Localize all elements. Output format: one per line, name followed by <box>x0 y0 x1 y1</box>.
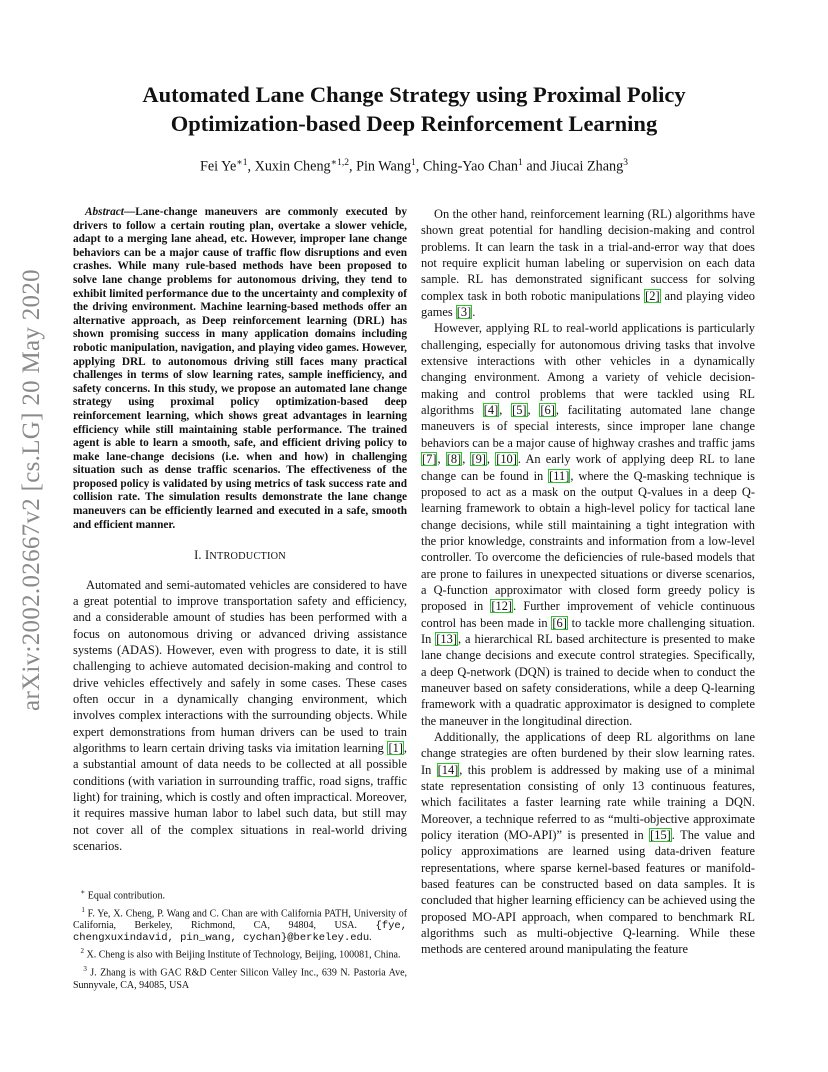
author-name: Fei Ye <box>199 158 237 175</box>
author-affiliation: 1 <box>411 158 416 168</box>
abstract-text: —Lane-change maneuvers are commonly executed by drivers to follow a certain routing plan, overtake a slower vehicle, adapt to a merging lane ahead, etc. However, improper lane change behaviors can be a major cause of traffic flow disruptions and even crashes. While many rule-based methods have been proposed to solve lane change problems for autonomous driving, they tend to exhibit limited performance due to the uncertainty and complexity of the driving environment. Machine learning-based methods offer an alternative approach, as Deep reinforcement learning (DRL) has shown promising success in many application domains including robotic manipulation, navigation, and playing video games. However, applying DRL to autonomous driving still faces many practical challenges in terms of slow learning rates, sample inefficiency, and safety concerns. In this study, we propose an automated lane change strategy using proximal policy optimization-based deep reinforcement learning, which shows great advantages in learning efficiency while still maintaining stable performance. The trained agent is able to learn a smooth, safe, and efficient driving policy to make lane-change decisions (i.e. when and how) in challenging situation such as dense traffic scenarios. The effectiveness of the proposed policy is validated by using metrics of task success rate and collision rate. The simulation results demonstrate the lane change maneuvers can be efficiently learned and executed in a safe, smooth and efficient manner. <box>73 206 407 531</box>
author-name: Xuxin Cheng <box>254 158 331 175</box>
author-separator: , <box>247 158 255 175</box>
paragraph-text: , facilitating automated lane change maneuvers is of special interests, since improper lane change behaviors can be a major cause of highway crashes and traffic jams <box>421 403 755 450</box>
paragraph-text: . <box>472 305 476 320</box>
author-separator: and <box>522 158 551 175</box>
paper-title <box>60 80 768 138</box>
paragraph-text: , this problem is addressed by making use of a minimal state representation consisting of only 13 continuous features, which facilitates a faster learning rate while training a DQN. Moreover, a technique referred to as “multi-objective approximate policy iteration (MO-API)” is presented in <box>421 762 755 843</box>
footnote-affiliation-3 <box>73 963 407 992</box>
footnote-period: . <box>369 932 372 944</box>
citation-link[interactable]: [6] <box>552 615 567 630</box>
paragraph-text: However, applying RL to real-world applications is particularly challenging, especially for autonomous driving tasks that involve extensive interactions with other vehicles in a dynamically changing environment. Among a variety of vehicle decision-making and control problems that were tackled using RL algorithms <box>421 321 755 418</box>
paragraph-text: , a substantial amount of data needs to be collected at all possible conditions (with variation in surrounding traffic, road signs, traffic light) for training, which is costly and often impractical. Moreover, it requires massive human labor to label such data, but still may not cover all of the complex situations in real-world driving scenarios. <box>73 741 407 854</box>
footnote-marker: 1 <box>81 905 85 914</box>
citation-link[interactable]: [3] <box>456 305 472 320</box>
author-affiliation: ∗1 <box>236 158 248 168</box>
paragraph-text: Additionally, the applications of deep RL algorithms on lane change strategies are often burdened by their slow learning rates. In <box>421 730 755 777</box>
citation-link[interactable]: [11] <box>549 468 570 483</box>
title-line-1: Automated Lane Change Strategy using Proximal Policy <box>142 82 686 107</box>
author-list <box>60 154 768 176</box>
paragraph-text: to tackle more challenging situation. In <box>421 615 755 646</box>
citation-link[interactable]: [2] <box>645 288 660 303</box>
citation-link[interactable]: [6] <box>540 403 555 418</box>
author-name: Jiucai Zhang <box>550 158 624 175</box>
abstract <box>73 206 407 532</box>
abstract-label: Abstract <box>85 206 124 218</box>
footnote-marker: 2 <box>80 947 84 956</box>
paragraph-text: and playing video games <box>421 288 755 320</box>
footnotes <box>73 886 407 993</box>
footnote-text: J. Zhang is with GAC R&D Center Silicon Valley Inc., 639 N. Pastoria Ave, Sunnyvale, CA, 94085, USA <box>73 967 408 991</box>
paragraph-text: , where the Q-masking technique is proposed to act as a mask on the output Q-values in a deep Q-learning framework to obtain a high-level policy for tactical lane change decisions, while still maintaining a tight integration with the prior knowledge, constraints and information from a low-level controller. To overcome the deficiencies of rule-based models that are prone to failures in unexpected situations or diverse scenarios, a Q-function approximator with closed form greedy policy is proposed in <box>421 468 755 614</box>
author-affiliation: 3 <box>623 158 628 168</box>
separator: , <box>462 452 471 467</box>
intro-paragraph <box>73 577 407 855</box>
citation-link[interactable]: [15] <box>650 828 671 843</box>
right-column <box>421 206 755 958</box>
paragraph-text: , a hierarchical RL based architecture is presented to make lane change decisions and execute control strategies. Specifically, a deep Q-network (DQN) is trained to decide when to conduct the maneuver based on safety considerations, while a deep Q-learning framework with a quadratic approximator is designed to complete the maneuver in the longitudinal direction. <box>421 631 755 728</box>
separator: , <box>486 452 496 467</box>
author-affiliation: ∗1,2 <box>330 158 349 168</box>
citation-link[interactable]: [10] <box>496 452 517 467</box>
citation-link[interactable]: [7] <box>422 452 437 467</box>
citation-link[interactable]: [14] <box>437 762 459 777</box>
arxiv-side-stamp <box>18 269 45 711</box>
paragraph-text: Automated and semi-automated vehicles are considered to have a great potential to improve transportation safety and efficiency, and a considerable amount of studies has been performed with a focus on autonomous driving or advanced driving assistance systems (ADAS). However, even with progress to date, it is still challenging to achieve automated decision-making and control to drive vehicles effectively and safely in some cases. These cases often occur in a dynamically changing environment, which involves complex interactions with the surrounding objects. While expert demonstrations from human drivers can be used to train algorithms to learn certain driving tasks via imitation learning <box>73 577 407 756</box>
citation-link[interactable]: [9] <box>471 452 486 467</box>
paragraph-text: On the other hand, reinforcement learning (RL) algorithms have shown great potential for handling decision-making and control problems. It can learn the task in a trial-and-error way that does not require explicit human labeling or supervision on each data sample. RL has demonstrated significant success for solving complex task in both robotic manipulations <box>421 207 755 303</box>
footnote-text: X. Cheng is also with Beijing Institute of Technology, Beijing, 100081, China. <box>86 949 401 961</box>
footnote-marker: 3 <box>83 965 87 973</box>
section-title-rest: NTRODUCTION <box>209 551 286 563</box>
body-paragraph <box>421 729 755 958</box>
author-name: Ching-Yao Chan <box>422 158 519 175</box>
citation-link[interactable]: [4] <box>483 403 499 418</box>
author-affiliation: 1 <box>518 158 523 168</box>
separator: , <box>499 403 512 418</box>
citation-link[interactable]: [5] <box>512 403 527 418</box>
section-title-initial: I <box>205 548 210 563</box>
footnote-marker: ∗ <box>80 888 86 896</box>
section-number: I. <box>194 548 206 563</box>
paragraph-text: . The value and policy approximations are learned using data-driven feature representations, where sparse kernel-based features or manifold-based features can be constructed based on data samples. It is concluded that higher learning efficiency can be achieved using the proposed MO-API approach, when compared to benchmark RL algorithms such as multi-objective Q-learning. While these methods are centered around manipulating the feature <box>421 828 756 957</box>
body-paragraph <box>421 320 755 729</box>
separator: , <box>527 403 540 418</box>
separator: , <box>437 452 446 467</box>
body-paragraph <box>421 206 755 320</box>
citation-link[interactable]: [12] <box>491 599 513 614</box>
section-heading-introduction <box>73 547 407 565</box>
citation-link[interactable]: [13] <box>436 631 457 646</box>
footnote-affiliation-1 <box>73 904 407 945</box>
paragraph-text: . An early work of applying deep RL to lane change can be found in <box>421 452 755 483</box>
left-column <box>73 206 407 854</box>
author-name: Pin Wang <box>356 158 412 175</box>
citation-link[interactable]: [1] <box>388 741 403 756</box>
citation-link[interactable]: [8] <box>446 452 462 467</box>
footnote-equal-contribution <box>73 886 407 903</box>
author-separator: , <box>415 158 423 175</box>
footnote-text: F. Ye, X. Cheng, P. Wang and C. Chan are with California PATH, University of California, Berkeley, Richmond, CA, 94804, USA. <box>73 907 408 932</box>
paragraph-text: . Further improvement of vehicle continuous control has been made in <box>421 599 756 630</box>
footnote-affiliation-2 <box>73 945 407 962</box>
footnote-text: Equal contribution. <box>87 890 165 902</box>
author-emails[interactable]: {fye, chengxuxindavid, pin_wang, cychan}@berkeley.edu <box>73 920 407 945</box>
title-line-2: Optimization-based Deep Reinforcement Learning <box>170 111 658 136</box>
arxiv-identifier: arXiv:2002.02667v2 [cs.LG] 20 May 2020 <box>18 269 45 711</box>
author-separator: , <box>348 158 357 175</box>
